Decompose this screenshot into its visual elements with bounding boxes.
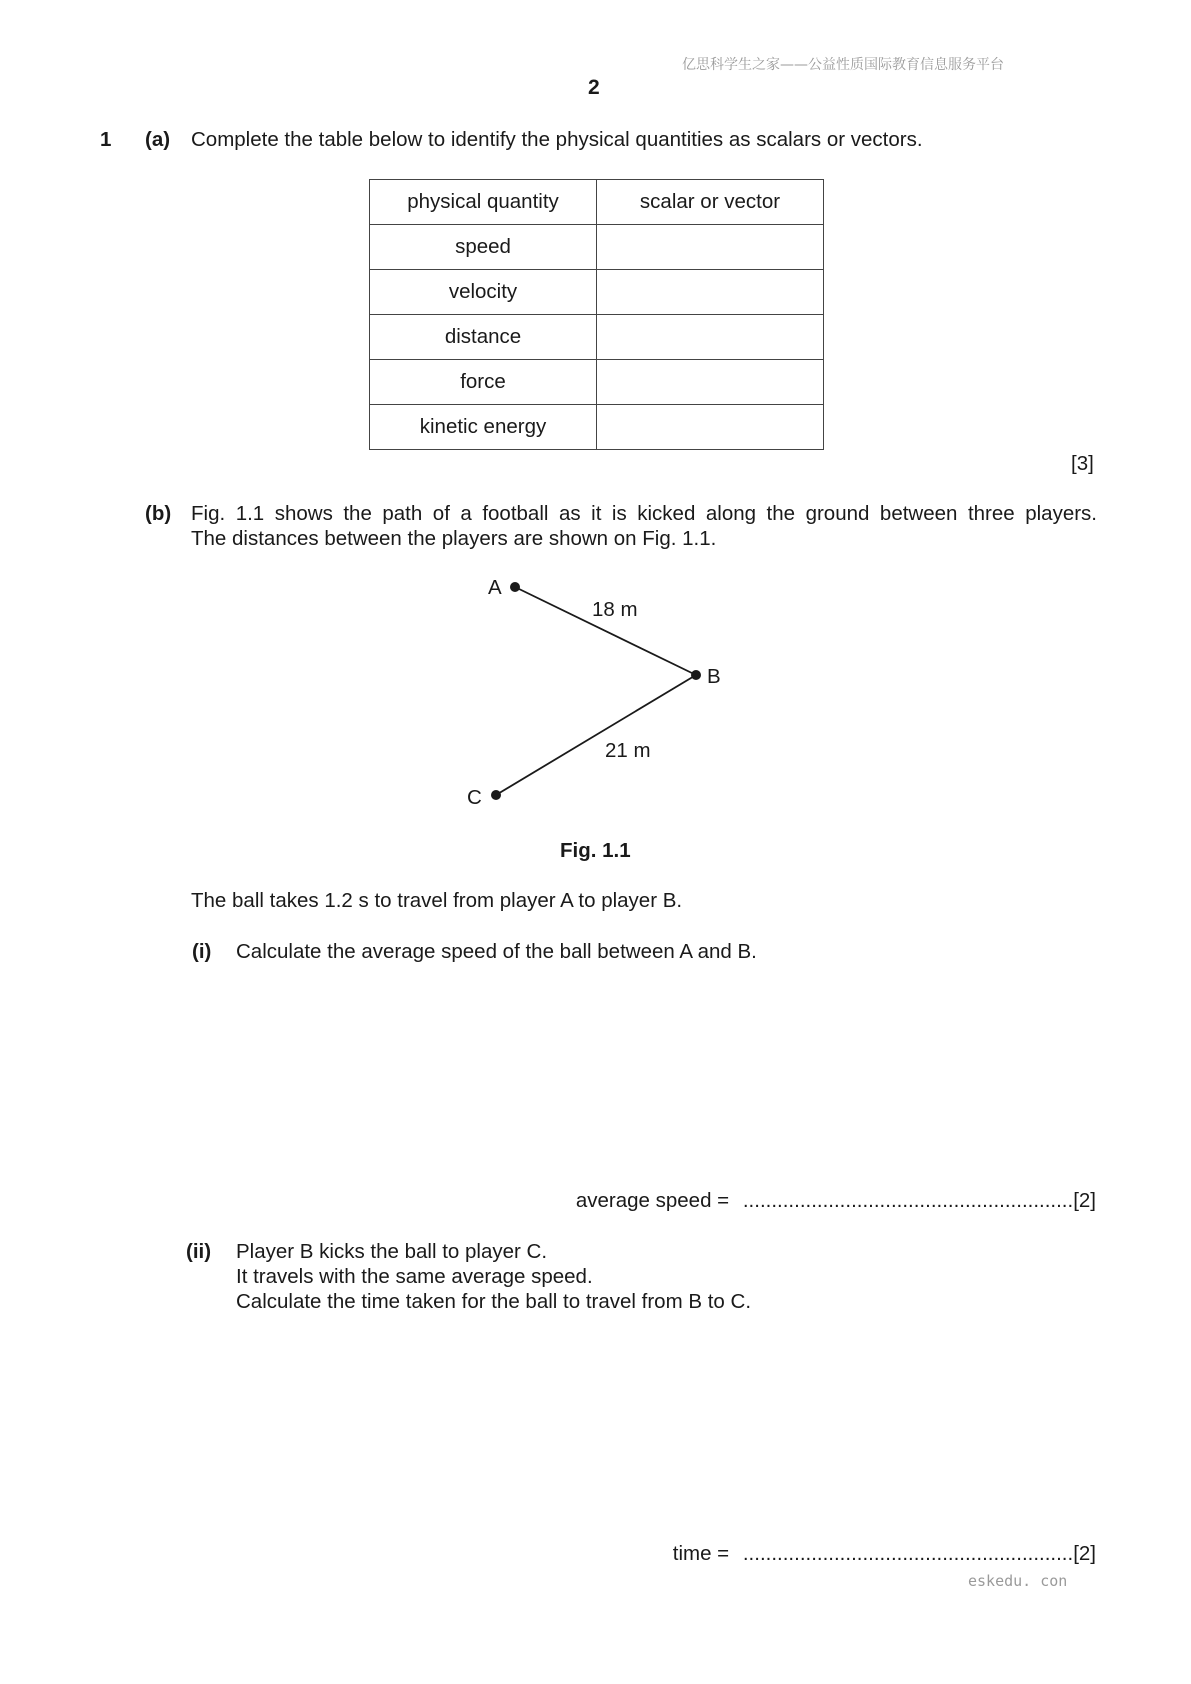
part-b-text-line2: The distances between the players are shown on Fig. 1.1. [191,527,717,550]
part-a-marks: [3] [1071,452,1094,475]
time-label: time = [672,1542,730,1565]
figure-caption: Fig. 1.1 [560,839,631,862]
footer-watermark: eskedu. con [968,1572,1068,1590]
distance-ab-label: 18 m [592,598,638,621]
part-b-label: (b) [145,502,172,525]
question-number: 1 [100,128,112,151]
sub-ii-label: (ii) [186,1240,212,1263]
sub-ii-marks: [2] [1073,1542,1096,1565]
table-header-cell: scalar or vector [597,180,824,225]
sub-i-marks: [2] [1073,1189,1096,1212]
table-header-cell: physical quantity [370,180,597,225]
time-answer-row [673,1542,1096,1566]
average-speed-answer-row [576,1189,1096,1213]
sub-i-label: (i) [192,940,212,963]
distance-bc-label: 21 m [605,739,651,762]
player-c-dot [491,790,501,800]
quantity-cell: velocity [370,270,597,315]
quantity-cell: distance [370,315,597,360]
part-a-instruction: Complete the table below to identify the physical quantities as scalars or vectors. [191,128,923,151]
header-watermark: 亿思科学生之家——公益性质国际教育信息服务平台 [682,57,1004,73]
sub-i-text: Calculate the average speed of the ball between A and B. [236,940,757,963]
player-a-label: A [488,576,502,599]
quantity-cell: force [370,360,597,405]
player-a-dot [510,582,520,592]
quantity-cell: kinetic energy [370,405,597,450]
part-b-stem: The ball takes 1.2 s to travel from player A to player B. [191,889,683,912]
path-bc [496,675,696,795]
sub-ii-line1: Player B kicks the ball to player C. [236,1240,548,1263]
player-c-label: C [467,786,482,809]
average-speed-answer-line[interactable]: .......................................................... [742,1189,1074,1212]
average-speed-label: average speed = [575,1189,730,1212]
part-a-label: (a) [145,128,171,151]
time-answer-line[interactable]: .......................................................... [742,1542,1074,1565]
player-b-dot [691,670,701,680]
page-number: 2 [588,76,600,99]
player-b-label: B [707,665,721,688]
sub-ii-line3: Calculate the time taken for the ball to travel from B to C. [236,1290,752,1313]
quantity-cell: speed [370,225,597,270]
part-b-text-line1: Fig. 1.1 shows the path of a football as it is kicked along the ground between three players. [191,502,1097,525]
sub-ii-line2: It travels with the same average speed. [236,1265,593,1288]
